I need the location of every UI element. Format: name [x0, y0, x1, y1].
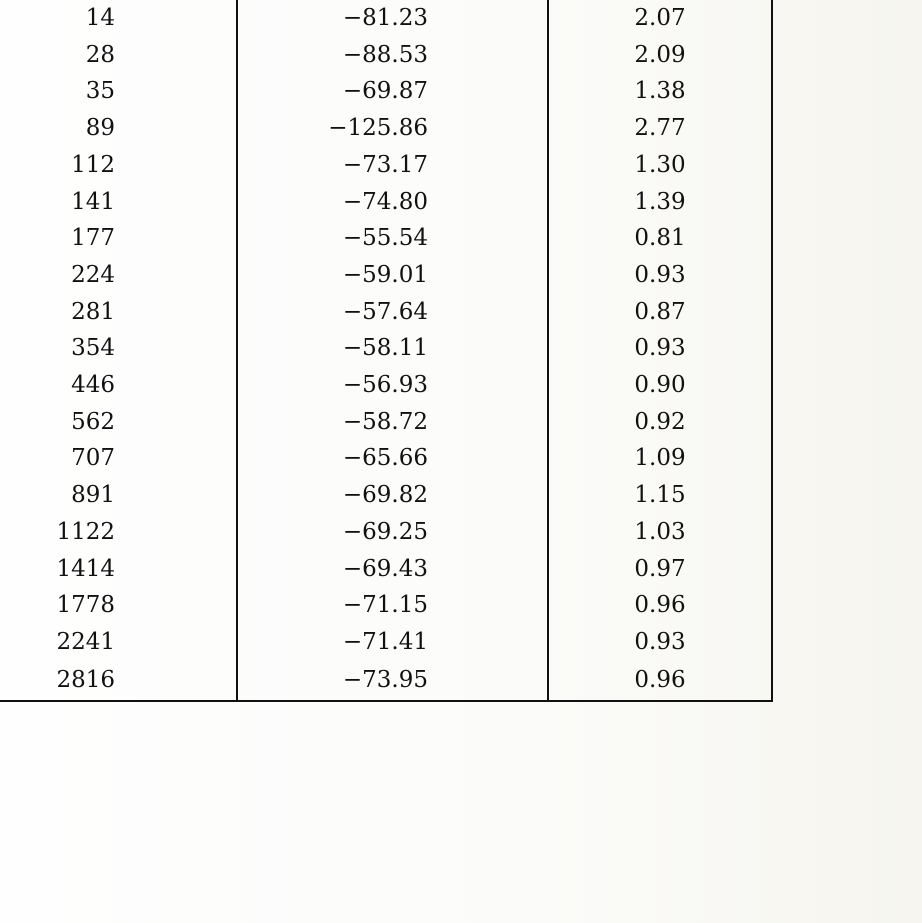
cell-col3: 0.81	[548, 220, 772, 257]
cell-col1: 28	[85, 41, 115, 68]
cell-col2: −73.95	[237, 661, 548, 701]
cell-col3: 0.93	[548, 257, 772, 294]
table-row	[0, 257, 772, 294]
cell-col1: 1122	[56, 518, 115, 545]
table-row	[0, 73, 772, 110]
cell-col3: 0.87	[548, 294, 772, 331]
cell-col2: −74.80	[237, 184, 548, 221]
cell-col2: −69.25	[237, 514, 548, 551]
cell-col2: −71.15	[237, 587, 548, 624]
cell-col1: 14	[85, 5, 115, 31]
table-row	[0, 404, 772, 441]
cell-col2: −55.54	[237, 220, 548, 257]
table-row	[0, 661, 772, 701]
cell-col1: 2241	[56, 628, 115, 655]
cell-col1: 224	[71, 261, 115, 288]
cell-col3: 1.38	[548, 73, 772, 110]
cell-col1: 177	[71, 225, 115, 252]
cell-col3: 0.96	[548, 661, 772, 701]
cell-col3: 2.77	[548, 110, 772, 147]
table-row	[0, 330, 772, 367]
cell-col2: −69.43	[237, 551, 548, 588]
cell-col3: 0.92	[548, 404, 772, 441]
cell-col2: −57.64	[237, 294, 548, 331]
table-row	[0, 184, 772, 221]
cell-col3: 1.03	[548, 514, 772, 551]
cell-col3: 2.07	[548, 0, 772, 37]
cell-col2: −56.93	[237, 367, 548, 404]
table-row	[0, 477, 772, 514]
cell-col3: 0.93	[548, 624, 772, 661]
table-row	[0, 624, 772, 661]
cell-col3: 0.97	[548, 551, 772, 588]
cell-col1: 707	[71, 445, 115, 472]
cell-col1: 354	[71, 335, 115, 362]
table-row	[0, 440, 772, 477]
cell-col2: −125.86	[237, 110, 548, 147]
cell-col1: 891	[71, 482, 115, 509]
cell-col1: 446	[71, 372, 115, 399]
cell-col3: 0.93	[548, 330, 772, 367]
cell-col1: 112	[71, 151, 115, 178]
cell-col3: 1.39	[548, 184, 772, 221]
cell-col2: −88.53	[237, 37, 548, 74]
table-row	[0, 147, 772, 184]
cell-col2: −69.82	[237, 477, 548, 514]
cell-col2: −69.87	[237, 73, 548, 110]
table-row	[0, 0, 772, 37]
cell-col2: −73.17	[237, 147, 548, 184]
cell-col2: −59.01	[237, 257, 548, 294]
cell-col1: 562	[71, 408, 115, 435]
table-row	[0, 587, 772, 624]
table-row	[0, 514, 772, 551]
cell-col1: 141	[71, 188, 115, 215]
table-row	[0, 294, 772, 331]
cell-col3: 1.15	[548, 477, 772, 514]
cell-col2: −58.72	[237, 404, 548, 441]
table-row	[0, 367, 772, 404]
cell-col3: 0.90	[548, 367, 772, 404]
cell-col2: −58.11	[237, 330, 548, 367]
table-row	[0, 37, 772, 74]
table-row	[0, 551, 772, 588]
cell-col1: 35	[85, 78, 115, 105]
cell-col3: 0.96	[548, 587, 772, 624]
cell-col1: 281	[71, 298, 115, 325]
cell-col3: 2.09	[548, 37, 772, 74]
cell-col1: 1414	[56, 555, 115, 582]
table-row	[0, 110, 772, 147]
cell-col2: −71.41	[237, 624, 548, 661]
cell-col3: 1.30	[548, 147, 772, 184]
cell-col1: 89	[85, 115, 115, 142]
cell-col2: −65.66	[237, 440, 548, 477]
table-row	[0, 220, 772, 257]
cell-col2: −81.23	[237, 0, 548, 37]
cell-col1: 2816	[0, 661, 237, 701]
cell-col3: 1.09	[548, 440, 772, 477]
cell-col1: 1778	[56, 592, 115, 619]
